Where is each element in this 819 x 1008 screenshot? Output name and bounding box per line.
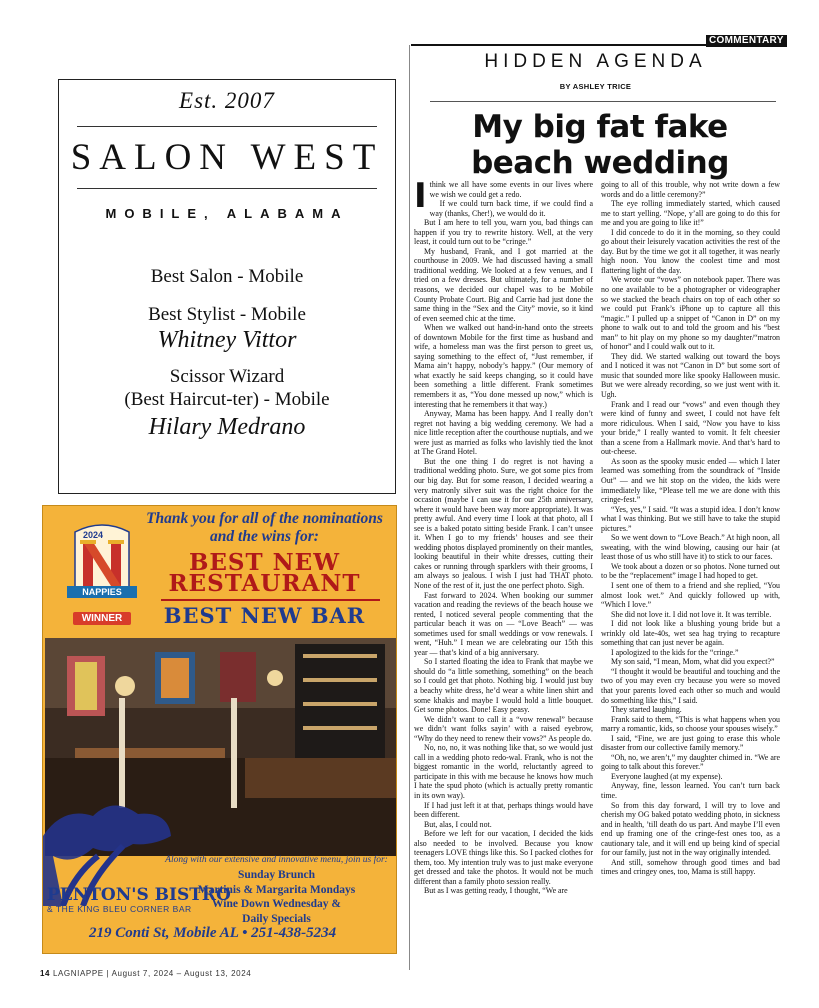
paragraph: “I thought it would be beautiful and touching and the two of you may even cry because you were so moved that your parents loved each other so much and would do something like this,” I said. <box>601 666 780 705</box>
paragraph: “Oh, no, we aren’t,” my daughter chimed in. “We are going to talk about this forever.” <box>601 752 780 772</box>
nappies-badge <box>67 522 137 628</box>
paragraph: I said, “Fine, we are just going to erase this whole disaster from our collective family memory.” <box>601 733 780 753</box>
award-stylist-name: Whitney Vittor <box>157 327 297 353</box>
best-new-bar: BEST NEW BAR <box>163 603 366 628</box>
paragraph: When we walked out hand-in-hand onto the streets of downtown Mobile for the first time as husband and wife, a homeless man was the first person to greet us, saying something to the effect of, “Just remember, if Mama ain’t happy, nobody’s happy.” (Our memory of what exactly he said keeps changing, so it could have been something a little different. Frank sometimes remembers it as, “You done messed up now,” which is interesting that he remembers it that way.) <box>414 323 593 409</box>
salon-city: MOBILE, ALABAMA <box>105 206 349 221</box>
salon-established: Est. 2007 <box>179 88 275 113</box>
paragraph: So from this day forward, I will try to love and cherish my OG baked potato wedding photo, in sickness and in health, ’till death do us part. And maybe I’ll even end up framing one of the cringe-fest ones too, as a cautionary tale, and it will end up being kind of special for our family, just not in the way originally intended. <box>601 800 780 858</box>
paragraph: I apologized to the kids for the “cringe.” <box>611 647 739 657</box>
drop-cap: I <box>414 180 427 216</box>
paragraph: My husband, Frank, and I got married at the courthouse in 2009. We had discussed having a small traditional wedding. We looked at a few venues, and I tried on a few dresses. But ultimately, for a number of reasons, we decided our chapel was to be Mobile County Probate Court. Big and Carrie had just done the same thing in the “Sex and the City” movie, so it kind of even seemed chic at the time. <box>414 246 593 323</box>
divider <box>161 599 380 601</box>
pentons-bistro-ad <box>42 505 397 954</box>
award-wizard-name: Hilary Medrano <box>148 414 306 440</box>
bistro-subname: & THE KING BLEU CORNER BAR <box>47 904 192 914</box>
paragraph: We took about a dozen or so photos. None turned out to be the “replacement” image I had hoped to get. <box>601 561 780 581</box>
paragraph: But, alas, I could not. <box>424 819 492 829</box>
bistro-thanks: Thank you for all of the nominations and the wins for: <box>146 510 383 545</box>
paragraph: Before we left for our vacation, I decided the kids also needed to be involved. Because you know teenagers LOVE things like this. So I packed clothes for them, too. My intention truly was to just make everyone get dressed and take the photos. It would not be much different than a family photo session really. <box>414 829 593 886</box>
paragraph: Anyway, fine, lesson learned. You can’t turn back time. <box>601 781 780 800</box>
page-footer <box>40 969 251 978</box>
paragraph: So we went down to “Love Beach.” At high noon, all sweating, with the wind blowing, causing our hair (at least those of us who still have it) to stick to our faces. <box>601 533 780 562</box>
divider <box>77 188 377 189</box>
column-2-body <box>601 180 780 877</box>
special-item: Sunday Brunch <box>237 869 316 881</box>
special-item: Martinis & Margarita Mondays <box>197 883 356 896</box>
paragraph: think we all have some events in our lives where we wish we could get a redo. <box>429 180 593 199</box>
special-item: Daily Specials <box>242 912 311 925</box>
byline: BY ASHLEY TRICE <box>559 82 632 91</box>
nappies-brand: NAPPIES <box>67 586 137 598</box>
award-best-stylist: Best Stylist - Mobile <box>148 304 306 325</box>
paragraph: So I started floating the idea to Frank that maybe we should do “a little something, something” on the beach so I could get that photo. Nothing big. I would just buy a beachy white dress, he’d wear a white linen shirt and some khakis and maybe I would hold a little bouquet. Get some photos. Done! Easy peasy. <box>414 657 593 715</box>
bistro-along: Along with our extensive and innovative menu, join us for: <box>165 855 388 865</box>
paragraph: Frank and I read our “vows” and even though they were kind of funny and sweet, I could not have felt more ridiculous. When I said, “Now you have to kiss your bride,” I really wanted to vomit. It felt cheesier than a scene from a Hallmark movie. And that’s hard to out-cheese. <box>601 399 780 457</box>
paragraph: I did not look like a blushing young bride but a wrinkly old late-40s, wet sea hag trying to recapture something that can just never be again. <box>601 619 780 648</box>
paragraph: Frank said to them, “This is what happens when you marry a romantic, kids, so choose your spouses wisely.” <box>601 714 780 734</box>
paragraph: I did concede to do it in the morning, so they could go about their leisurely vacation activities the rest of the day. But by the time we got it all together, it was nearly high noon. You know the coolest time and most flattering light of the day. <box>601 227 780 275</box>
paragraph: But I am here to tell you, warn you, bad things can happen if you try to rewrite history. Well, at the very least, it could turn out to be “cringe.” <box>414 218 593 247</box>
paragraph: I sent one of them to a friend and she replied, “You almost look wet.” And quickly followed up with, “Which I love.” <box>601 580 780 610</box>
paragraph: If I had just left it at that, perhaps things would have been different. <box>414 800 593 820</box>
paragraph: We didn’t want to call it a “vow renewal” because we didn’t want folks sayin’ with a raised eyebrow, “Why do they need to renew their vows?” As people do. <box>414 714 593 743</box>
nappies-year: 2024 <box>83 530 104 540</box>
best-new-restaurant <box>139 549 390 597</box>
nappies-winner: WINNER <box>73 612 131 625</box>
salon-west-ad <box>58 79 396 494</box>
paragraph: Anyway, Mama has been happy. And I really don’t regret not having a big wedding ceremony. We had a nice little reception after the courthouse nuptials, and we were just as married as folks who lavishly tied the knot at The Grand Hotel. <box>414 409 593 457</box>
paragraph: No, no, no, it was nothing like that, so we would just call in a wedding photo redo-wal. Frank, who is not the biggest romantic in the world, reluctantly agreed to participate in this with me because he knows how much I hate the spud photo (which is actually pretty romantic in its own way). <box>414 743 593 800</box>
paragraph: We wrote our “vows” on notebook paper. There was no one available to be a photographer or videographer so we stacked the beach chairs on top of each other so we could put Frank’s iPhone up to capture all this “magic.” I pulled up a snippet of “Canon in D” on my phone to walk out to and told the groom and his “best man” to hit play on my phone so my daughter/“matron of honor” and I could walk out to it. <box>601 275 780 352</box>
paragraph: And still, somehow through good times and bad times and cringey ones, too, Mama is still happy. <box>601 857 780 877</box>
headline: My big fat fake beach wedding <box>471 109 729 181</box>
award-scissor-wizard-sub: (Best Haircut-ter) - Mobile <box>124 389 330 410</box>
section-tag: COMMENTARY <box>706 35 787 47</box>
salon-name: SALON WEST <box>70 137 384 178</box>
paragraph: She did not love it. I did not love it. It was terrible. <box>611 609 772 619</box>
divider <box>77 126 377 127</box>
issue-dates: | August 7, 2024 – August 13, 2024 <box>106 969 252 978</box>
best-new-line: BEST NEW <box>188 549 341 576</box>
column-1-body <box>414 180 593 896</box>
paragraph: But the one thing I do regret is not having a traditional wedding photo. Sure, we got some pics from our big day. But for some reason, I decided wearing a very matronly silver suit was the right choice for the occasion (maybe I can use it for our 25th anniversary, where it would have been way more appropriate). It was pretty awful. And every time I look at that photo, all I see is a baked potato sitting beside Frank. I can’t unsee it. When I go to my friends’ houses and see their wedding photos displayed prominently on their mantles, looking beautiful in their white dresses, cutting their cakes or running through sparklers with their grooms, I am always so jealous. I wish I just had THAT photo. None of the rest of it, just the one perfect photo. Sigh. <box>414 456 593 590</box>
page-number: 14 <box>40 969 51 978</box>
paragraph: They started laughing. <box>611 705 682 715</box>
paragraph: But as I was getting ready, I thought, “We are <box>424 886 568 896</box>
award-scissor-wizard: Scissor Wizard <box>169 366 285 387</box>
paragraph: Fast forward to 2024. When booking our summer vacation and reading the reviews of the beach house we rented, I noticed several people commenting that the particular beach it was on — “Love Beach” — was sometimes used for small weddings or vow renewals. I went, “Huh.” I mean we are celebrating our 15th this year — that’s kind of a big anniversary. <box>414 590 593 657</box>
article-column-2 <box>601 180 780 966</box>
paragraph: If we could turn back time, if we could find a way (thanks, Cher!), we would do it. <box>429 199 593 218</box>
publication-name: LAGNIAPPE <box>52 969 104 978</box>
paragraph: My son said, “I mean, Mom, what did you expect?” <box>611 657 775 667</box>
restaurant-line: RESTAURANT <box>168 570 361 597</box>
bistro-address: 219 Conti St, Mobile AL • 251-438-5234 <box>89 925 337 941</box>
paragraph: going to all of this trouble, why not write down a few words and do a little ceremony?” <box>601 180 780 199</box>
column-title: HIDDEN AGENDA <box>484 51 707 72</box>
paragraph: The eye rolling immediately started, which caused me to start yelling. “Nope, y’all are going to do this for me and you are going to like it!” <box>601 199 780 228</box>
bistro-name: PENTON'S BISTRO <box>47 885 231 905</box>
article-column-1 <box>414 180 593 966</box>
byline-rule <box>430 101 776 102</box>
paragraph: As soon as the spooky music ended — which I later learned was something from the soundtrack of “Inside Out” — and we hit stop on the video, the kids were immediately like, “Please tell me we are done with this cringe-fest.” <box>601 456 780 505</box>
paragraph: They did. We started walking out toward the boys and I noticed it was not “Canon in D” but some sort of music that sounded more like spooky Halloween music. But we were already recording, so we just went with it. Ugh. <box>601 351 780 400</box>
award-best-salon: Best Salon - Mobile <box>150 266 304 287</box>
column-divider <box>409 45 410 970</box>
paragraph: “Yes, yes,” I said. “It was a stupid idea. I don’t know what I was thinking. But we still have to take the stupid pictures.” <box>601 504 780 533</box>
paragraph: Everyone laughed (at my expense). <box>611 771 723 781</box>
special-item: Wine Down Wednesday & <box>212 898 341 910</box>
